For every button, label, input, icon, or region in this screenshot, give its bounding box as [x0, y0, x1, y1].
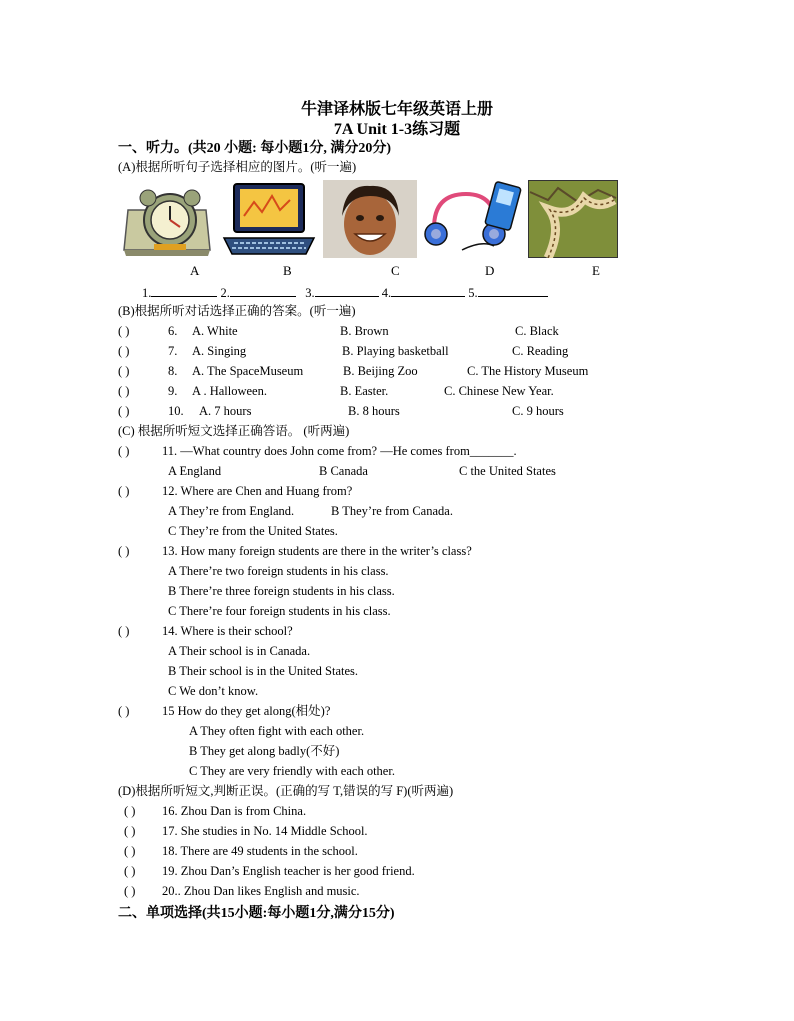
- blank-line-2[interactable]: [230, 284, 296, 297]
- answer-paren-15[interactable]: ( ): [118, 704, 130, 718]
- answer-paren-19[interactable]: ( ): [124, 864, 136, 878]
- answer-paren-7[interactable]: ( ): [118, 344, 130, 358]
- question-number: 9.: [168, 384, 178, 398]
- laptop-icon: [220, 180, 318, 258]
- question-stem: 15 How do they get along(相处)?: [162, 704, 331, 718]
- question-stem: 12. Where are Chen and Huang from?: [162, 484, 353, 498]
- answer-paren-13[interactable]: ( ): [118, 544, 130, 558]
- question-12: [118, 482, 352, 500]
- option-b: B They’re from Canada.: [331, 504, 453, 518]
- statement-17: [124, 822, 368, 840]
- section2-heading: 二、单项选择(共15小题:每小题1分,满分15分): [118, 906, 395, 921]
- option-a: A They often fight with each other.: [189, 724, 365, 738]
- title-line1: 牛津译林版七年级英语上册: [300, 101, 493, 118]
- question-14: [118, 622, 293, 640]
- statement-text: 19. Zhou Dan’s English teacher is her good friend.: [162, 864, 415, 878]
- partC-instruction: (C) 根据所听短文选择正确答语。 (听两遍): [118, 424, 350, 438]
- answer-paren-16[interactable]: ( ): [124, 804, 136, 818]
- option-a: A. White: [192, 324, 238, 338]
- option-c: C. 9 hours: [512, 404, 564, 418]
- option-a: A. Singing: [192, 344, 247, 358]
- blank-line-3[interactable]: [315, 284, 379, 297]
- question-number: 10.: [168, 404, 184, 418]
- question-6: [118, 322, 618, 340]
- option-c: C We don’t know.: [168, 684, 259, 698]
- option-a: A. 7 hours: [199, 404, 252, 418]
- alarm-clock-icon: [118, 180, 214, 258]
- question-stem: 13. How many foreign students are there in the writer’s class?: [162, 544, 472, 558]
- answer-paren-11[interactable]: ( ): [118, 444, 130, 458]
- blank-line-1[interactable]: [151, 284, 217, 297]
- partA-instruction: (A)根据所听句子选择相应的图片。(听一遍): [118, 160, 357, 174]
- blank-label-5: 5.: [468, 286, 478, 300]
- option-b: B. Playing basketball: [342, 344, 449, 358]
- option-b: B Canada: [319, 464, 368, 478]
- option-b: B. 8 hours: [348, 404, 400, 418]
- option-c: C. Chinese New Year.: [444, 384, 554, 398]
- answer-paren-17[interactable]: ( ): [124, 824, 136, 838]
- blank-label-2: 2.: [220, 286, 230, 300]
- blank-label-3: 3.: [305, 286, 315, 300]
- answer-paren-14[interactable]: ( ): [118, 624, 130, 638]
- option-a: A Their school is in Canada.: [168, 644, 311, 658]
- option-b: B. Easter.: [340, 384, 389, 398]
- option-b: B They get along badly(不好): [189, 744, 340, 758]
- picture-letter-e: E: [592, 263, 600, 278]
- question-number: 6.: [168, 324, 178, 338]
- statement-18: [124, 842, 358, 860]
- option-a: A. The SpaceMuseum: [192, 364, 304, 378]
- statement-16: [124, 802, 306, 820]
- option-a: A There’re two foreign students in his class.: [168, 564, 389, 578]
- option-c: C There’re four foreign students in his class.: [168, 604, 391, 618]
- question-12-options-ab: [168, 502, 488, 520]
- title-line2: 7A Unit 1-3练习题: [333, 121, 461, 138]
- picture-letter-d: D: [485, 263, 495, 278]
- option-b: B There’re three foreign students in his class.: [168, 584, 395, 598]
- answer-blanks-1-5: [142, 284, 548, 301]
- answer-paren-10[interactable]: ( ): [118, 404, 130, 418]
- question-number: 8.: [168, 364, 178, 378]
- question-stem: 14. Where is their school?: [162, 624, 293, 638]
- option-b: B Their school is in the United States.: [168, 664, 359, 678]
- option-c: C. The History Museum: [467, 364, 589, 378]
- picture-letter-a: A: [190, 263, 200, 278]
- statement-text: 20.. Zhou Dan likes English and music.: [162, 884, 360, 898]
- question-10: [118, 402, 618, 420]
- partB-instruction: (B)根据所听对话选择正确的答案。(听一遍): [118, 304, 356, 318]
- headphones-mp3-icon: [422, 180, 522, 258]
- blank-line-5[interactable]: [478, 284, 548, 297]
- smiling-boy-photo-icon: [323, 180, 417, 258]
- picture-letter-b: B: [283, 263, 292, 278]
- question-stem: 11. —What country does John come from? —He comes from_______.: [162, 444, 517, 458]
- statement-19: [124, 862, 415, 880]
- answer-paren-12[interactable]: ( ): [118, 484, 130, 498]
- option-c: C They are very friendly with each other.: [189, 764, 395, 778]
- option-c: C. Black: [515, 324, 559, 338]
- question-number: 7.: [168, 344, 178, 358]
- answer-paren-9[interactable]: ( ): [118, 384, 130, 398]
- statement-text: 18. There are 49 students in the school.: [162, 844, 358, 858]
- question-9: [118, 382, 618, 400]
- blank-label-4: 4.: [381, 286, 392, 300]
- great-wall-icon: [528, 180, 618, 258]
- option-c: C. Reading: [512, 344, 569, 358]
- picture-letter-c: C: [391, 263, 400, 278]
- question-13: [118, 542, 472, 560]
- blank-label-1: 1.: [142, 286, 152, 300]
- answer-paren-18[interactable]: ( ): [124, 844, 136, 858]
- option-a: A . Halloween.: [192, 384, 267, 398]
- answer-paren-8[interactable]: ( ): [118, 364, 130, 378]
- statement-text: 16. Zhou Dan is from China.: [162, 804, 307, 818]
- partD-instruction: (D)根据所听短文,判断正误。(正确的写 T,错误的写 F)(听两遍): [118, 784, 454, 798]
- question-11: [118, 442, 517, 460]
- question-11-options: [168, 462, 588, 480]
- blank-line-4[interactable]: [391, 284, 465, 297]
- question-15: [118, 702, 330, 720]
- answer-paren-6[interactable]: ( ): [118, 324, 130, 338]
- option-c: C the United States: [459, 464, 556, 478]
- option-a: A They’re from England.: [168, 504, 295, 518]
- statement-20: [124, 882, 360, 900]
- option-a: A England: [168, 464, 222, 478]
- question-7: [118, 342, 618, 360]
- option-c: C They’re from the United States.: [168, 524, 338, 538]
- statement-text: 17. She studies in No. 14 Middle School.: [162, 824, 368, 838]
- option-b: B. Brown: [340, 324, 389, 338]
- question-8: [118, 362, 618, 380]
- answer-paren-20[interactable]: ( ): [124, 884, 136, 898]
- option-b: B. Beijing Zoo: [343, 364, 418, 378]
- section1-heading: 一、听力。(共20 小题: 每小题1分, 满分20分): [118, 141, 391, 156]
